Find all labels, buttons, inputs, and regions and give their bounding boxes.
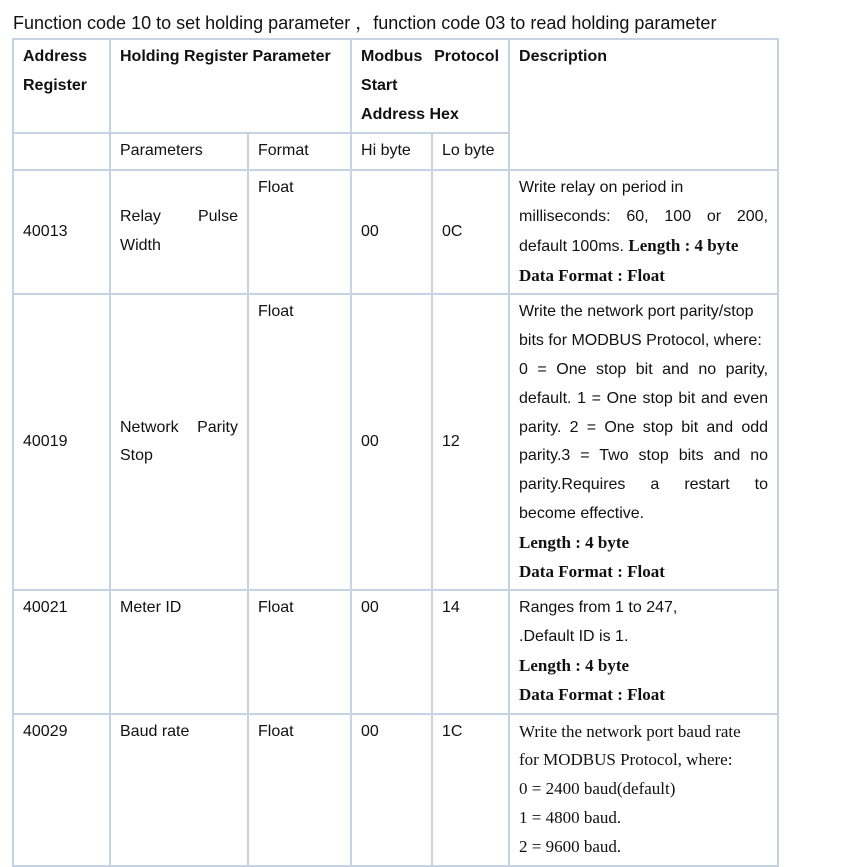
hi-byte-cell: 00 (351, 714, 432, 866)
header-lo-byte: Lo byte (432, 133, 509, 170)
lo-byte-cell: 14 (432, 590, 509, 713)
description-cell: Write the network port baud rate for MODBUS Protocol, where: 0 = 2400 baud(default) 1 = 4800 baud. 2 = 9600 baud. (509, 714, 778, 866)
parameter-cell: Relay Pulse Width (110, 170, 248, 294)
table-row (13, 590, 778, 713)
header-format: Format (248, 133, 351, 170)
page-title: Function code 10 to set holding parameter ，function code 03 to read holding parameter (13, 13, 717, 33)
table-row (13, 294, 778, 590)
format-cell: Float (248, 590, 351, 713)
description-cell: Ranges from 1 to 247, .Default ID is 1. Length : 4 byte Data Format : Float (509, 590, 778, 713)
parameter-cell: Network Parity Stop (110, 294, 248, 590)
hi-byte-cell: 00 (351, 170, 432, 294)
address-cell: 40013 (13, 170, 110, 294)
format-cell: Float (248, 294, 351, 590)
header-modbus-protocol: Modbus Protocol Start Address Hex (351, 39, 509, 133)
table-row (13, 170, 778, 294)
address-cell: 40029 (13, 714, 110, 866)
parameter-cell: Baud rate (110, 714, 248, 866)
description-cell: Write relay on period in milliseconds: 60, 100 or 200, default 100ms. Length : 4 byte Data Format : Float (509, 170, 778, 294)
header-parameters: Parameters (110, 133, 248, 170)
header-address-register: Address Register (13, 39, 110, 133)
header-hi-byte: Hi byte (351, 133, 432, 170)
address-cell: 40019 (13, 294, 110, 590)
holding-register-table (12, 38, 779, 867)
header-row-main (13, 39, 778, 133)
format-cell: Float (248, 170, 351, 294)
parameter-cell: Meter ID (110, 590, 248, 713)
format-cell: Float (248, 714, 351, 866)
lo-byte-cell: 0C (432, 170, 509, 294)
header-description: Description (509, 39, 778, 170)
address-cell: 40021 (13, 590, 110, 713)
table-row (13, 714, 778, 866)
header-empty (13, 133, 110, 170)
hi-byte-cell: 00 (351, 590, 432, 713)
lo-byte-cell: 1C (432, 714, 509, 866)
lo-byte-cell: 12 (432, 294, 509, 590)
hi-byte-cell: 00 (351, 294, 432, 590)
description-cell: Write the network port parity/stop bits for MODBUS Protocol, where: 0 = One stop bit and no parity, default. 1 = One stop bit and even parity. 2 = One stop bit and odd parity.3 = Two stop bits and no parity.Requires a restart to become effective. Length : 4 byte Data Format : Float (509, 294, 778, 590)
header-holding-register-parameter: Holding Register Parameter (110, 39, 351, 133)
